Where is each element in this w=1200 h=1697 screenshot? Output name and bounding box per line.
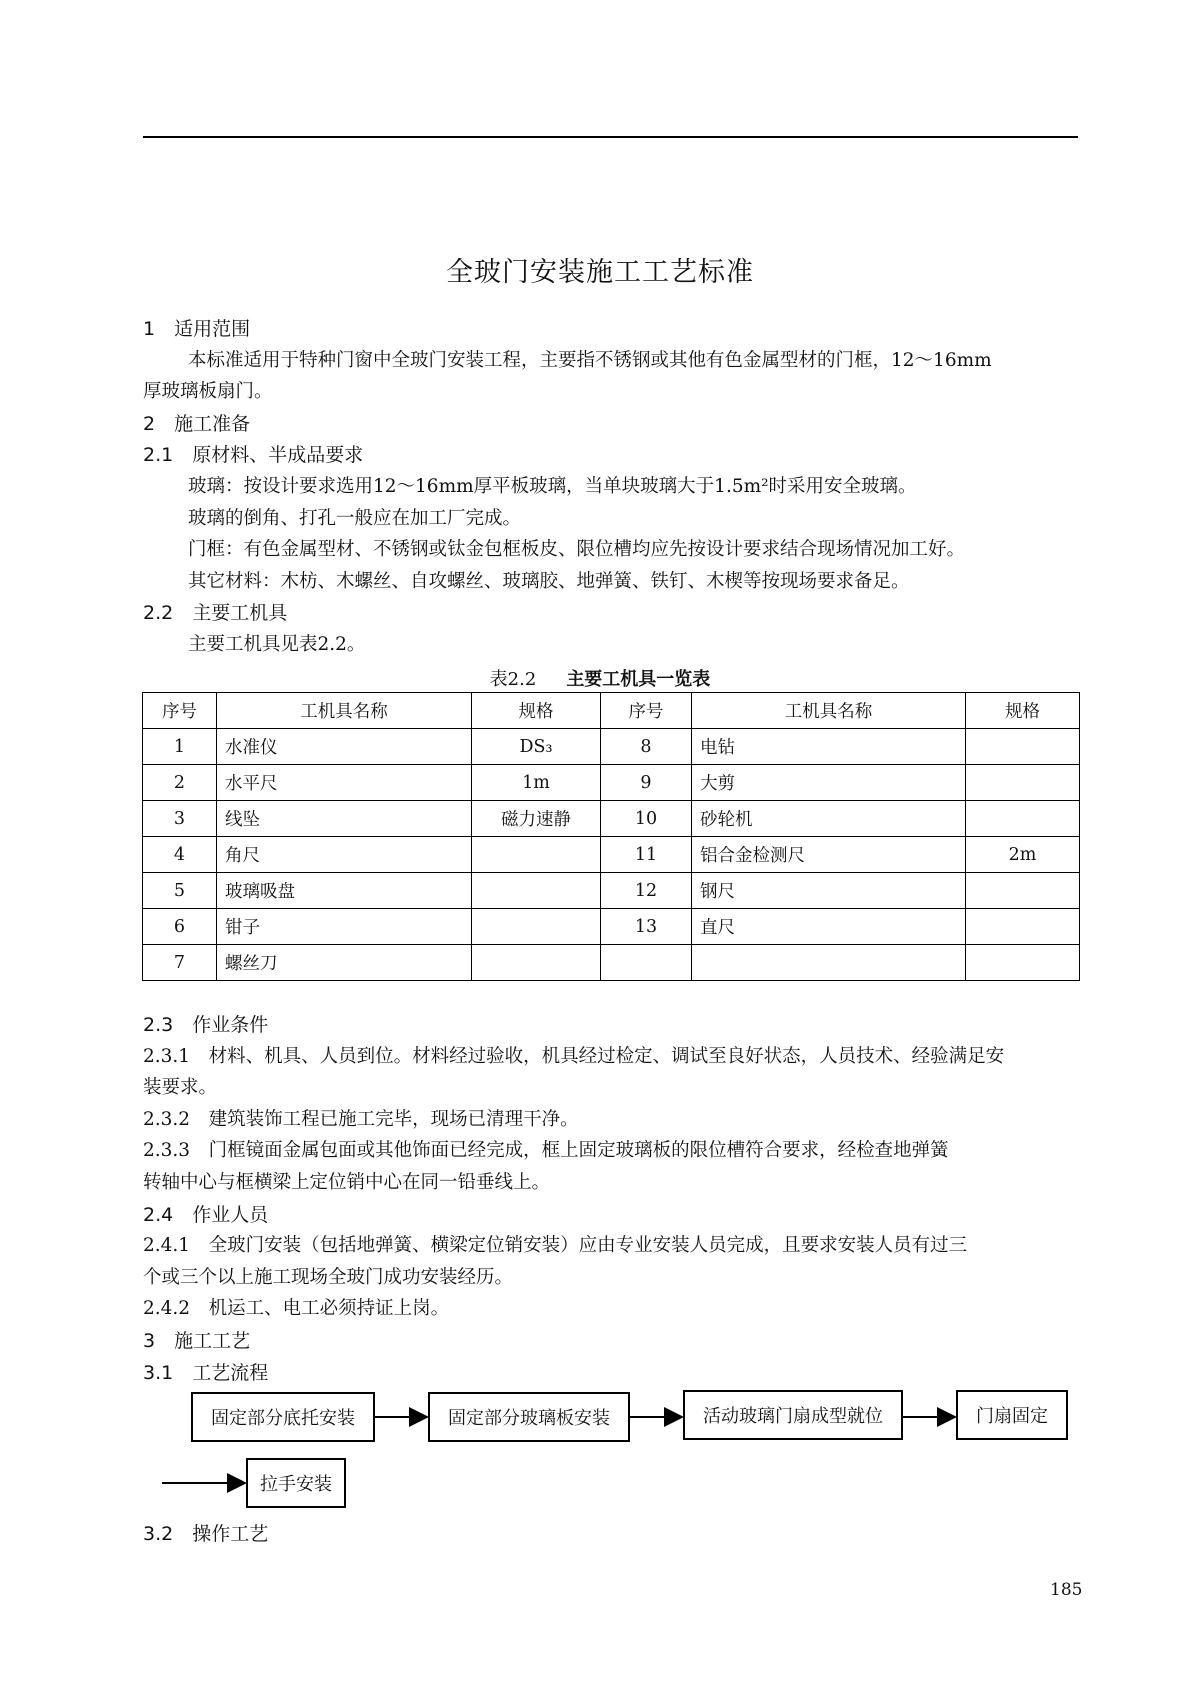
table-cell: 1m xyxy=(472,765,601,801)
paragraph-line: 本标准适用于特种门窗中全玻门安装工程，主要指不锈钢或其他有色金属型材的门框，12～16mm xyxy=(188,349,992,371)
flow-step-1: 固定部分底托安装 xyxy=(191,1392,375,1442)
paragraph-line: 厚玻璃板扇门。 xyxy=(143,381,273,403)
flow-step-3: 活动玻璃门扇成型就位 xyxy=(683,1390,903,1440)
section-heading: 3.1 工艺流程 xyxy=(143,1361,269,1384)
paragraph-line: 个或三个以上施工现场全玻门成功安装经历。 xyxy=(143,1266,514,1288)
paragraph-line: 玻璃的倒角、打孔一般应在加工厂完成。 xyxy=(188,507,522,529)
table-cell: 铝合金检测尺 xyxy=(692,837,966,873)
paragraph-line: 2.3.2 建筑装饰工程已施工完毕，现场已清理干净。 xyxy=(143,1108,579,1130)
page-number: 185 xyxy=(1050,1580,1083,1600)
table-header-cell: 序号 xyxy=(601,693,692,729)
table-cell: 水准仪 xyxy=(217,729,472,765)
document-title: 全玻门安装施工工艺标准 xyxy=(446,257,754,288)
table-cell: 2m xyxy=(966,837,1080,873)
table-header-cell: 序号 xyxy=(143,693,217,729)
table-cell: 螺丝刀 xyxy=(217,945,472,981)
table-cell: 磁力速静 xyxy=(472,801,601,837)
section-heading-3-2: 3.2 操作工艺 xyxy=(143,1523,269,1545)
table-cell: 8 xyxy=(601,729,692,765)
section-heading: 3 施工工艺 xyxy=(143,1330,251,1352)
table-cell: 3 xyxy=(143,801,217,837)
table-cell: DS₃ xyxy=(472,729,601,765)
section-heading: 2 施工准备 xyxy=(143,412,251,435)
table-cell: 角尺 xyxy=(217,837,472,873)
table-cell: 玻璃吸盘 xyxy=(217,873,472,909)
paragraph-line: 主要工机具见表2.2。 xyxy=(188,634,366,655)
table-caption-title: 主要工机具一览表 xyxy=(566,669,711,690)
table-cell: 钢尺 xyxy=(692,873,966,909)
paragraph-line: 玻璃：按设计要求选用12～16mm厚平板玻璃，当单块玻璃大于1.5m²时采用安全玻璃。 xyxy=(188,476,917,497)
table-cell: 电钻 xyxy=(692,729,966,765)
paragraph-line: 2.3.3 门框镜面金属包面或其他饰面已经完成，框上固定玻璃板的限位槽符合要求，经检查地弹簧 xyxy=(143,1140,949,1162)
flow-step-2: 固定部分玻璃板安装 xyxy=(428,1392,630,1442)
paragraph-line: 2.4.2 机运工、电工必须持证上岗。 xyxy=(143,1298,450,1320)
table-cell: 9 xyxy=(601,765,692,801)
section-heading: 2.3 作业条件 xyxy=(143,1014,269,1036)
section-heading: 2.1 原材料、半成品要求 xyxy=(143,444,364,467)
table-cell: 线坠 xyxy=(217,801,472,837)
section-heading: 2.4 作业人员 xyxy=(143,1203,269,1226)
section-heading: 2.2 主要工机具 xyxy=(143,602,288,625)
table-cell: 1 xyxy=(143,729,217,765)
table-header-cell: 规格 xyxy=(472,693,601,729)
table-cell: 13 xyxy=(601,909,692,945)
paragraph-line: 其它材料：木枋、木螺丝、自攻螺丝、玻璃胶、地弹簧、铁钉、木楔等按现场要求备足。 xyxy=(188,570,910,592)
table-caption-number: 表2.2 xyxy=(489,669,537,690)
paragraph-line: 2.3.1 材料、机具、人员到位。材料经过验收，机具经过检定、调试至良好状态，人员技术、经验满足安 xyxy=(143,1045,1005,1067)
table-cell: 钳子 xyxy=(217,909,472,945)
table-cell: 2 xyxy=(143,765,217,801)
table-cell: 水平尺 xyxy=(217,765,472,801)
table-cell: 大剪 xyxy=(692,765,966,801)
table-cell: 6 xyxy=(143,909,217,945)
paragraph-line: 门框：有色金属型材、不锈钢或钛金包框板皮、限位槽均应先按设计要求结合现场情况加工好。 xyxy=(188,539,966,561)
flow-step-5: 拉手安装 xyxy=(246,1458,346,1508)
table-cell: 7 xyxy=(143,945,217,981)
table-cell: 砂轮机 xyxy=(692,801,966,837)
table-header-cell: 工机具名称 xyxy=(217,693,472,729)
table-cell: 4 xyxy=(143,837,217,873)
table-cell: 12 xyxy=(601,873,692,909)
flow-step-4: 门扇固定 xyxy=(956,1390,1068,1440)
table-cell: 5 xyxy=(143,873,217,909)
table-cell: 11 xyxy=(601,837,692,873)
table-header-cell: 规格 xyxy=(966,693,1080,729)
table-cell: 直尺 xyxy=(692,909,966,945)
table-cell: 10 xyxy=(601,801,692,837)
table-header-cell: 工机具名称 xyxy=(692,693,966,729)
section-heading: 1 适用范围 xyxy=(143,318,251,340)
paragraph-line: 装要求。 xyxy=(143,1077,218,1099)
paragraph-line: 转轴中心与框横梁上定位销中心在同一铅垂线上。 xyxy=(143,1172,551,1193)
paragraph-line: 2.4.1 全玻门安装（包括地弹簧、横梁定位销安装）应由专业安装人员完成，且要求安装人员有过三 xyxy=(143,1235,968,1257)
